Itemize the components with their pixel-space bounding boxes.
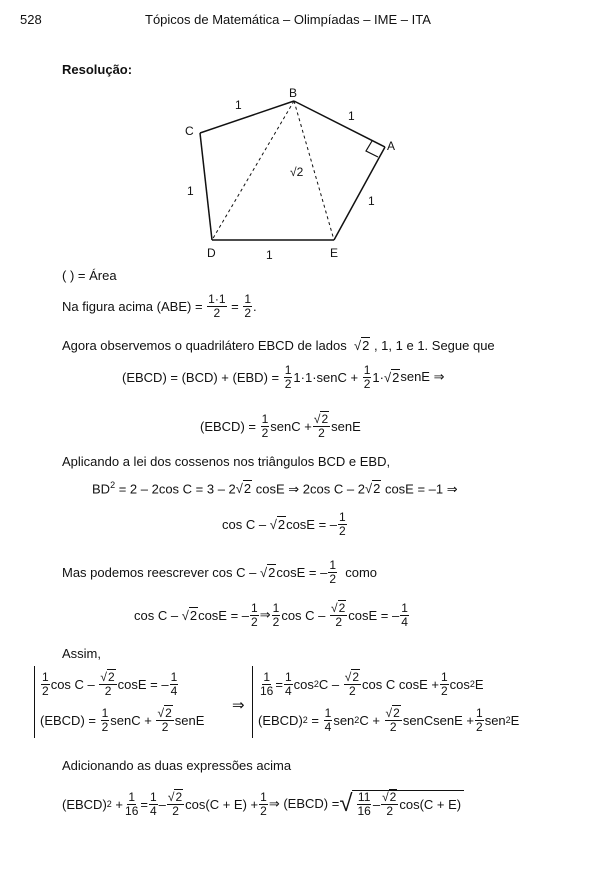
fraction-den: 2 — [329, 571, 336, 586]
fraction-sqrt2-half — [330, 602, 347, 629]
fraction-eleven-sixteenths — [356, 791, 371, 818]
fraction-den: 2 — [272, 614, 280, 629]
eq1-d: senE ⇒ — [400, 369, 445, 384]
exponent: 2 — [505, 715, 511, 725]
side-label-cd: 1 — [187, 184, 194, 198]
fraction — [243, 293, 252, 320]
fraction-den: 2 — [476, 719, 483, 734]
sqrt-two: √2 — [235, 481, 252, 497]
fraction-den: 2 — [363, 376, 371, 391]
sqrt-two: √2 — [259, 564, 276, 580]
fraction-den: 2 — [386, 804, 394, 818]
fraction-half — [328, 559, 337, 586]
radicand: 2 — [321, 411, 329, 426]
fraction-sixteenth — [124, 791, 139, 818]
equation-ebcd — [200, 408, 361, 444]
eq5-a: cos C – — [134, 607, 179, 623]
fraction-num: 1 — [401, 600, 408, 615]
fraction-den: 2 — [335, 614, 342, 629]
sys-r2-d: senCsenE + — [402, 712, 474, 728]
line-adding: Adicionando as duas expressões acima — [62, 758, 292, 773]
sys-l2-b: senC + — [110, 712, 152, 728]
fraction-num: 1 — [263, 669, 271, 684]
page-number: 528 — [20, 12, 42, 27]
fraction-den: 2 — [440, 683, 448, 698]
system-right-row1 — [258, 666, 519, 702]
fraction-den: 2 — [318, 425, 325, 440]
fraction-num: √2 — [313, 411, 329, 426]
side-label-ba: 1 — [348, 109, 355, 123]
fraction-num: 1 — [261, 411, 269, 426]
line4-a: Mas podemos reescrever cos C – — [62, 564, 257, 580]
fraction-num: 1 — [363, 362, 371, 377]
eq4-a: cos C – — [222, 516, 267, 532]
fraction-num: 1·1 — [208, 291, 226, 306]
sys-l2-a: (EBCD) = — [40, 712, 96, 728]
exponent: 2 — [106, 799, 112, 809]
sys-r1-a: cos — [293, 676, 314, 692]
eq6-d: – — [158, 796, 166, 812]
fraction-num: √2 — [344, 669, 360, 684]
fraction-half — [440, 671, 449, 698]
eq6-e: cos(C + E) + — [185, 796, 259, 812]
fraction-sixteenth — [259, 671, 274, 698]
fraction-den: 4 — [170, 683, 178, 698]
line4-b: cosE = – — [276, 564, 328, 580]
fraction-num: 1 — [284, 669, 292, 684]
fraction-num: 1 — [324, 705, 332, 720]
eq5-d: cos C – — [281, 607, 326, 623]
section-label: Resolução: — [62, 62, 133, 77]
fraction-den: 2 — [104, 683, 112, 698]
vertex-label-b: B — [289, 86, 298, 100]
eq4-b: cosE = – — [286, 516, 338, 532]
fraction-den: 2 — [213, 305, 221, 320]
eq5-e: cosE = – — [348, 607, 400, 623]
radicand: 2 — [165, 705, 172, 720]
line-quad-text-b: , 1, 1 e 1. Segue que — [373, 338, 495, 353]
fraction-den: 16 — [260, 683, 274, 698]
fraction-den: 2 — [172, 803, 179, 818]
fraction-num: 1 — [244, 291, 252, 306]
system-right — [252, 666, 519, 738]
diagonal-label: √2 — [290, 165, 304, 179]
eq3-d: cosE = –1 ⇒ — [384, 481, 458, 497]
radicand: 2 — [373, 481, 381, 497]
eq2-b: senC + — [270, 418, 312, 434]
fraction-num: √2 — [100, 669, 115, 684]
sqrt-two: √2 — [364, 481, 381, 497]
vertex-label-c: C — [185, 124, 194, 138]
brace — [34, 666, 204, 738]
exponent: 2 — [469, 679, 475, 689]
sqrt-two: √2 — [269, 516, 286, 532]
fraction-num: 1 — [440, 669, 448, 684]
fraction-sqrt2-half — [381, 791, 398, 818]
line-assim: Assim, — [62, 646, 101, 661]
radicand: 2 — [338, 600, 346, 615]
area-legend — [62, 268, 117, 283]
eq6-f: ⇒ (EBCD) = — [268, 796, 340, 811]
fraction-quarter — [149, 791, 158, 818]
fraction-sqrt2-half — [313, 413, 330, 440]
eq5-c: ⇒ — [259, 607, 271, 622]
sqrt-two: √2 — [383, 369, 400, 385]
equation-cos-relation — [222, 506, 348, 542]
fraction-num: 1 — [170, 669, 178, 684]
radicand: 2 — [352, 669, 360, 684]
sys-r1-b: C – — [318, 676, 340, 692]
area-parens: ( ) — [62, 268, 75, 283]
fraction-num: 11 — [357, 790, 371, 804]
fraction-num: √2 — [157, 705, 172, 720]
fraction-num: 1 — [128, 789, 136, 804]
vertex-label-e: E — [330, 246, 339, 260]
sys-r1-eq: = — [275, 676, 283, 692]
radicand: 2 — [243, 481, 252, 497]
fraction-quarter — [400, 602, 409, 629]
brace — [252, 666, 519, 738]
eq3-b: = 2 – 2cos C = 3 – 2 — [118, 481, 236, 497]
eq6-a: (EBCD) — [62, 796, 107, 812]
fraction-num: 1 — [329, 557, 336, 572]
radicand: 2 — [268, 564, 276, 580]
side-label-cb: 1 — [235, 98, 242, 112]
fraction-num: √2 — [382, 790, 397, 804]
fraction-den: 2 — [244, 305, 252, 320]
line-abe-lhs: (ABE) = — [156, 298, 203, 314]
fraction-den: 2 — [261, 425, 269, 440]
fraction-num: √2 — [167, 789, 183, 804]
sys-l1-b: cosE = – — [117, 676, 169, 692]
fraction-den: 16 — [357, 804, 371, 818]
radicand: 2 — [189, 607, 198, 623]
exponent: 2 — [313, 679, 319, 689]
eq1-c: 1· — [372, 369, 384, 385]
side-label-ae: 1 — [368, 194, 375, 208]
fraction-den: 2 — [389, 719, 397, 734]
fraction-den: 4 — [284, 683, 292, 698]
area-equals: = Área — [77, 268, 117, 283]
fraction-num: 1 — [339, 509, 346, 524]
fraction-den: 16 — [125, 803, 139, 818]
radicand: 2 — [362, 338, 370, 353]
fraction-den: 2 — [161, 719, 169, 734]
sys-r2-c: C + — [359, 712, 380, 728]
equation-rewrite — [134, 596, 410, 634]
fraction-den: 4 — [149, 803, 157, 818]
sys-r2-a: (EBCD) — [258, 712, 303, 728]
fraction-half — [284, 364, 293, 391]
eq6-g: – — [372, 797, 381, 812]
exponent: 2 — [302, 715, 308, 725]
fraction — [207, 293, 226, 320]
period: . — [253, 298, 257, 314]
fraction-half — [259, 791, 268, 818]
system-left-row1 — [40, 666, 204, 702]
vertex-label-a: A — [387, 139, 396, 153]
fraction-quarter — [324, 707, 333, 734]
eq3-c: cosE ⇒ 2cos C – 2 — [255, 481, 365, 497]
fraction-den: 2 — [349, 683, 356, 698]
fraction-sqrt2-half — [344, 671, 361, 698]
sys-l1-a: cos C – — [50, 676, 95, 692]
fraction-den: 2 — [101, 719, 109, 734]
fraction-quarter — [284, 671, 293, 698]
sys-l2-c: senE — [174, 712, 205, 728]
radicand: 2 — [393, 705, 400, 720]
sys-r1-c: cos C cosE + — [362, 676, 439, 692]
radicand: 2 — [107, 669, 115, 684]
running-title: Tópicos de Matemática – Olimpíadas – IME – ITA — [145, 12, 431, 27]
line-quad-text-a: Agora observemos o quadrilátero EBCD de lados — [62, 338, 347, 353]
fraction-half — [261, 413, 270, 440]
sqrt-two: √2 — [353, 338, 370, 353]
fraction-den: 2 — [260, 803, 267, 818]
eq5-b: cosE = – — [198, 607, 250, 623]
fraction-den: 2 — [251, 614, 258, 629]
fraction-den: 4 — [401, 614, 408, 629]
fraction-den: 2 — [284, 376, 292, 391]
line-quadrilateral — [62, 338, 495, 353]
sys-r2-e: sen — [484, 712, 506, 728]
eq6-c: = — [140, 796, 148, 812]
eq1-b: 1·1·senC + — [293, 369, 359, 385]
system-left-row2 — [40, 702, 204, 738]
fraction-den: 4 — [324, 719, 332, 734]
system-left — [34, 666, 204, 738]
fraction-sqrt2-half — [385, 707, 402, 734]
line-abe — [62, 290, 257, 322]
big-sqrt-body — [352, 790, 464, 818]
fraction-num: 1 — [101, 705, 109, 720]
vertex-label-d: D — [207, 246, 216, 260]
equation-final — [62, 782, 464, 826]
fraction-num: 1 — [284, 362, 292, 377]
fraction-sqrt2-half — [156, 707, 173, 734]
radicand: 2 — [277, 516, 286, 532]
sys-r1-e: E — [474, 676, 484, 692]
system-right-row2 — [258, 702, 519, 738]
eq2-c: senE — [331, 418, 361, 434]
eq3-a: BD — [92, 481, 111, 497]
equation-bd-squared — [92, 480, 458, 497]
fraction-half — [101, 707, 110, 734]
eq6-h: cos(C + E) — [399, 797, 462, 812]
exponent: 2 — [110, 480, 116, 490]
fraction-sqrt2-half — [99, 671, 116, 698]
line4-c: como — [345, 564, 378, 580]
equals: = — [231, 298, 239, 314]
fraction-den: 2 — [339, 523, 346, 538]
fraction-num: 1 — [272, 600, 280, 615]
implies-arrow: ⇒ — [232, 697, 245, 714]
eq1-a: (EBCD) = (BCD) + (EBD) = — [122, 369, 280, 385]
fraction-half — [475, 707, 484, 734]
fraction-half — [363, 364, 372, 391]
fraction-num: 1 — [149, 789, 157, 804]
fraction-num: √2 — [331, 600, 346, 615]
eq2-a: (EBCD) = — [200, 418, 256, 434]
fraction-half — [338, 511, 347, 538]
sys-r2-f: E — [510, 712, 520, 728]
radicand: 2 — [389, 790, 397, 804]
fraction-num: 1 — [260, 789, 267, 804]
eq6-b: + — [115, 796, 124, 812]
fraction-num: 1 — [251, 600, 258, 615]
line-abe-prefix: Na figura acima — [62, 298, 154, 314]
fraction-quarter — [170, 671, 179, 698]
fraction-half — [250, 602, 259, 629]
radicand: 2 — [175, 789, 183, 804]
fraction-den: 2 — [42, 683, 49, 698]
fraction-num: 1 — [42, 669, 49, 684]
fraction-half — [41, 671, 50, 698]
sqrt-two: √2 — [181, 607, 198, 623]
equation-ebcd-sum — [122, 360, 444, 394]
line-cosine-law: Aplicando a lei dos cossenos nos triângulos BCD e EBD, — [62, 454, 391, 469]
fraction-sqrt2-half — [167, 791, 184, 818]
side-label-de: 1 — [266, 248, 273, 262]
exponent: 2 — [354, 715, 360, 725]
sys-r2-eq: = — [311, 712, 320, 728]
radicand: 2 — [392, 369, 400, 385]
sys-r2-b: sen — [333, 712, 355, 728]
big-sqrt: √ $\frac{11}{16}$ – $\frac{√2}{2}$ cos(C + E) — [339, 790, 464, 818]
line-rewrite — [62, 554, 377, 590]
fraction-num: 1 — [476, 705, 483, 720]
fraction-half — [272, 602, 281, 629]
sys-r1-d: cos — [449, 676, 470, 692]
fraction-num: √2 — [385, 705, 400, 720]
